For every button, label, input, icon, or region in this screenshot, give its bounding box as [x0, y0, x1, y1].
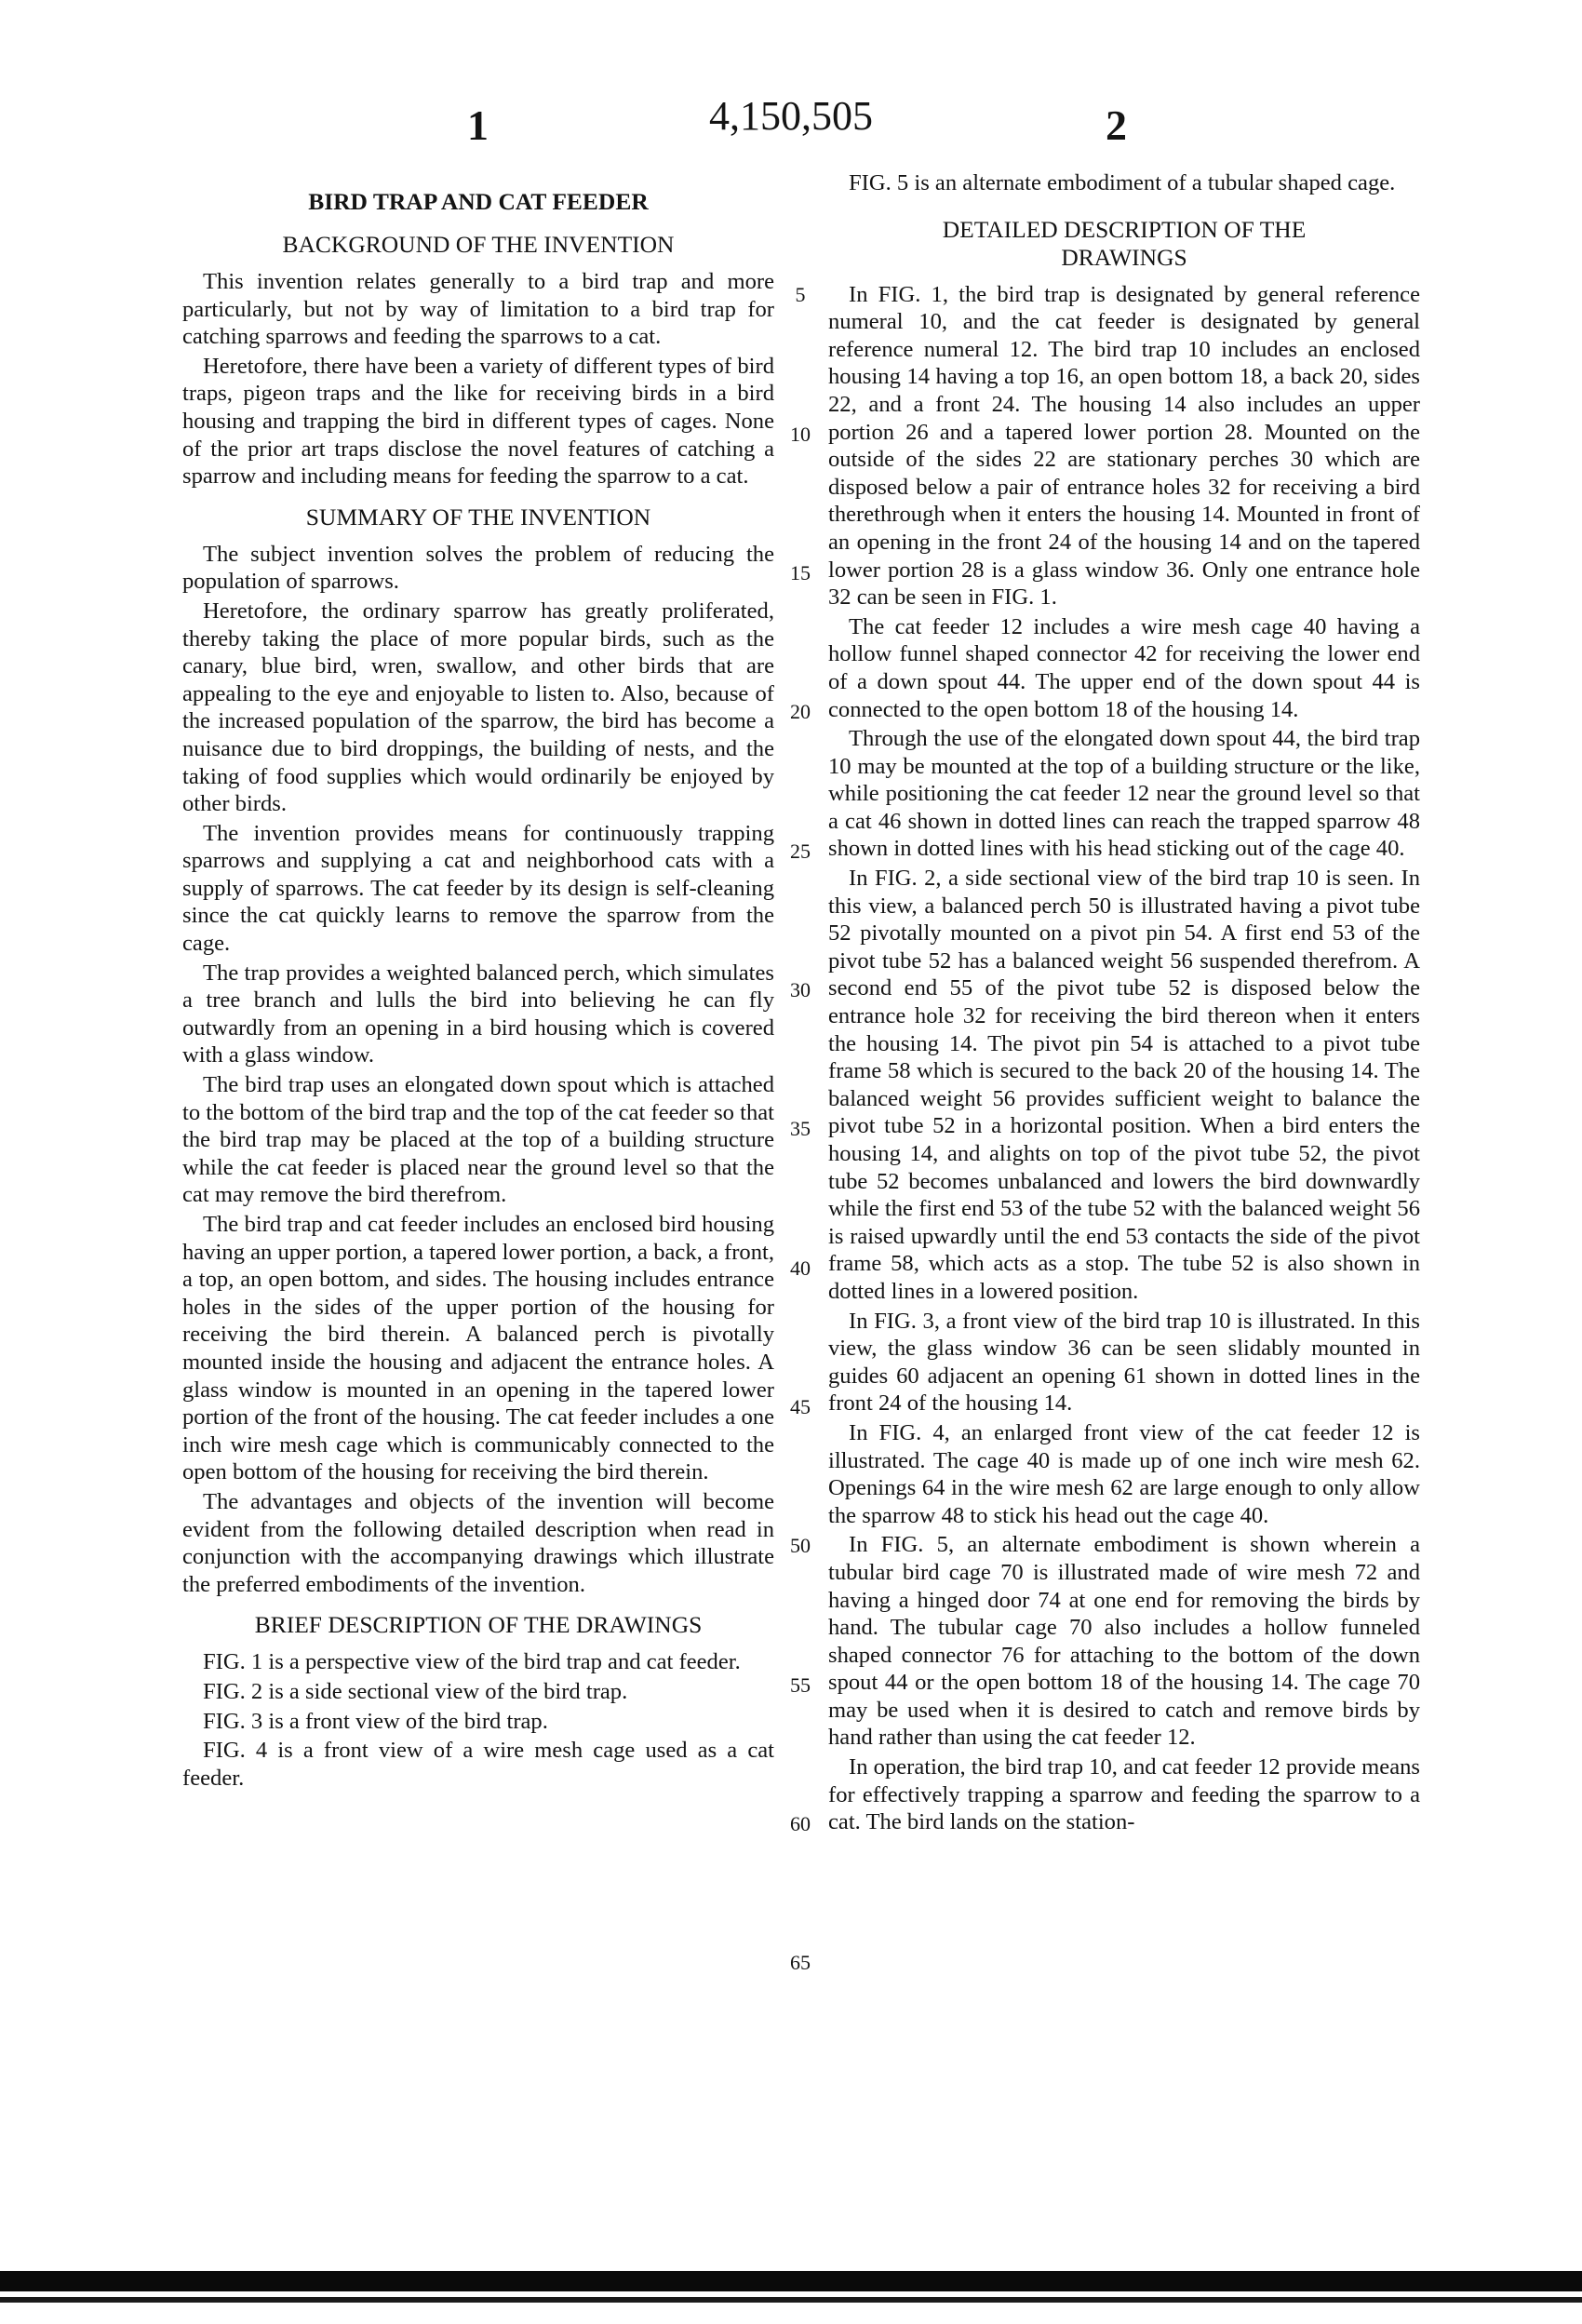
paragraph: FIG. 2 is a side sectional view of the bird trap.	[203, 1678, 628, 1704]
paragraph: In FIG. 2, a side sectional view of the bird trap 10 is seen. In this view, a balanced perch 50 is illustrated having a pivot tube 52 pivotally mounted on a pivot pin 54. A first end 53 of the pivot tube 52 has a balanced weight 56 suspended therefrom. A second end 55 of the pivot tube 52 is disposed below the entrance hole 32 for receiving the bird thereon when it enters the housing 14. The pivot pin 54 is attached to a pivot tube frame 58 which is secured to the back 20 of the housing 14. The balanced weight 56 provides sufficient weight to balance the pivot tube 52 in a horizontal position. When a bird enters the housing 14, and alights on top of the pivot tube 52, the pivot tube 52 becomes unbalanced and lowers the bird downwardly while the first end 53 of the tube 52 with the balanced weight 56 is raised upwardly until the end 53 contacts the side of the pivot frame 58, which acts as a stop. The tube 52 is also shown in dotted lines in a lowered position.	[828, 866, 1420, 1304]
line-number: 10	[790, 423, 811, 446]
paragraph: The invention provides means for continuously trapping sparrows and supplying a cat and neighborhood cats with a supply of sparrows. The cat feeder by its design is self-cleaning since the cat quickly learns to remove the sparrow from the cage.	[182, 820, 774, 957]
line-number: 55	[790, 1673, 811, 1697]
summary-heading: SUMMARY OF THE INVENTION	[305, 503, 651, 531]
line-number: 30	[790, 978, 811, 1001]
paragraph: The bird trap and cat feeder includes an enclosed bird housing having an upper portion, a tapered lower portion, a back, a front, a top, an open bottom, and sides. The housing includes entrance holes in the sides of the upper portion of the housing for receiving the bird therein. A balanced perch is pivotally mounted inside the housing and adjacent the entrance holes. A glass window is mounted in an opening in the tapered lower portion of the front of the housing. The cat feeder includes a one inch wire mesh cage which is communicably connected to the open bottom of the housing for receiving the bird therein.	[182, 1212, 774, 1485]
paragraph: In FIG. 3, a front view of the bird trap 10 is illustrated. In this view, the glass window 36 can be seen slidably mounted in guides 60 adjacent an opening 61 shown in dotted lines in the front 24 of the housing 14.	[828, 1308, 1420, 1417]
line-number: 15	[790, 561, 811, 584]
left-column	[182, 169, 774, 1793]
detailed-heading-line1: DETAILED DESCRIPTION OF THE	[942, 215, 1307, 243]
paragraph: The cat feeder 12 includes a wire mesh cage 40 having a hollow funnel shaped connector 42 for receiving the lower end of a down spout 44. The upper end of the down spout 44 is connected to the open bottom 18 of the housing 14.	[828, 613, 1420, 722]
background-heading: BACKGROUND OF THE INVENTION	[282, 231, 675, 258]
line-number: 40	[790, 1256, 811, 1280]
paragraph: The advantages and objects of the invention will become evident from the following detailed description when read in conjunction with the accompanying drawings which illustrate the preferred embodiments of the invention.	[182, 1488, 774, 1597]
brief-description-heading: BRIEF DESCRIPTION OF THE DRAWINGS	[254, 1611, 703, 1639]
line-number: 65	[790, 1951, 811, 1974]
page-number-right: 2	[1106, 101, 1127, 149]
line-number: 20	[790, 700, 811, 723]
paragraph: FIG. 3 is a front view of the bird trap.	[203, 1708, 548, 1734]
detailed-description-heading	[828, 216, 1420, 272]
paragraph: Heretofore, the ordinary sparrow has greatly proliferated, thereby taking the place of more popular birds, such as the canary, blue bird, wren, swallow, and other birds that are appealing to the eye and enjoyable to listen to. Also, because of the increased population of the sparrow, the bird has become a nuisance due to bird droppings, the building of nests, and the taking of food supplies which would ordinarily be enjoyed by other birds.	[182, 598, 774, 817]
line-number: 35	[790, 1117, 811, 1140]
paragraph: In FIG. 4, an enlarged front view of the cat feeder 12 is illustrated. The cage 40 is made up of one inch wire mesh 62. Openings 64 in the wire mesh 62 are large enough to only allow the sparrow 48 to stick his head out the cage 40.	[828, 1419, 1420, 1528]
right-column	[828, 169, 1420, 1838]
paragraph: Heretofore, there have been a variety of different types of bird traps, pigeon traps and the like for receiving birds in a bird housing and trapping the bird in different types of cages. None of the prior art traps disclose the novel features of catching a sparrow and including means for feeding the sparrow to a cat.	[182, 353, 774, 490]
bottom-border-thin	[0, 2297, 1582, 2303]
paragraph: In FIG. 1, the bird trap is designated by general reference numeral 10, and the cat feeder is designated by general reference numeral 12. The bird trap 10 includes an enclosed housing 14 having a top 16, an open bottom 18, a back 20, sides 22, and a front 24. The housing 14 also includes an upper portion 26 and a tapered lower portion 28. Mounted on the outside of the sides 22 are stationary perches 30 which are disposed below a pair of entrance holes 32 for receiving a bird therethrough when it enters the housing 14. Mounted in front of an opening in the front 24 of the housing 14 and on the tapered lower portion 28 is a glass window 36. Only one entrance hole 32 can be seen in FIG. 1.	[828, 281, 1420, 611]
paragraph: The subject invention solves the problem of reducing the population of sparrows.	[182, 541, 774, 595]
page-number-left: 1	[467, 101, 489, 149]
paragraph: The bird trap uses an elongated down spout which is attached to the bottom of the bird trap and the top of the cat feeder so that the bird trap may be placed at the top of a building structure while the cat feeder is placed near the ground level so that the cat may remove the bird therefrom.	[182, 1072, 774, 1208]
paragraph: The trap provides a weighted balanced perch, which simulates a tree branch and lulls the bird into believing he can fly outwardly from an opening in a bird housing which is covered with a glass window.	[182, 960, 774, 1068]
paragraph: This invention relates generally to a bird trap and more particularly, but not by way of limitation to a bird trap for catching sparrows and feeding the sparrows to a cat.	[182, 269, 774, 350]
paragraph: In operation, the bird trap 10, and cat feeder 12 provide means for effectively trapping a sparrow and feeding the sparrow to a cat. The bird lands on the station-	[828, 1754, 1420, 1835]
document-title: BIRD TRAP AND CAT FEEDER	[308, 188, 649, 215]
paragraph: FIG. 1 is a perspective view of the bird trap and cat feeder.	[203, 1649, 741, 1675]
line-number: 50	[790, 1534, 811, 1557]
line-number: 5	[795, 283, 806, 306]
paragraph: In FIG. 5, an alternate embodiment is shown wherein a tubular bird cage 70 is illustrated made of wire mesh 72 and having a hinged door 74 at one end for removing the birds by hand. The tubular cage 70 also includes a hollow funneled shaped connector 76 for attaching to the bottom of the down spout 44 or the open bottom 18 of the housing 14. The cage 70 may be used when it is desired to catch and remove birds by hand rather than using the cat feeder 12.	[828, 1532, 1420, 1751]
paragraph: FIG. 5 is an alternate embodiment of a tubular shaped cage.	[849, 170, 1396, 195]
paragraph: FIG. 4 is a front view of a wire mesh cage used as a cat feeder.	[182, 1738, 774, 1791]
paragraph: Through the use of the elongated down spout 44, the bird trap 10 may be mounted at the top of a building structure or the like, while positioning the cat feeder 12 near the ground level so that a cat 46 shown in dotted lines can reach the trapped sparrow 48 shown in dotted lines with his head sticking out of the cage 40.	[828, 726, 1420, 862]
detailed-heading-line2: DRAWINGS	[1061, 243, 1187, 271]
line-number: 60	[790, 1812, 811, 1835]
line-number: 45	[790, 1395, 811, 1418]
line-number: 25	[790, 840, 811, 863]
bottom-border-thick	[0, 2271, 1582, 2291]
patent-number: 4,150,505	[709, 93, 873, 139]
